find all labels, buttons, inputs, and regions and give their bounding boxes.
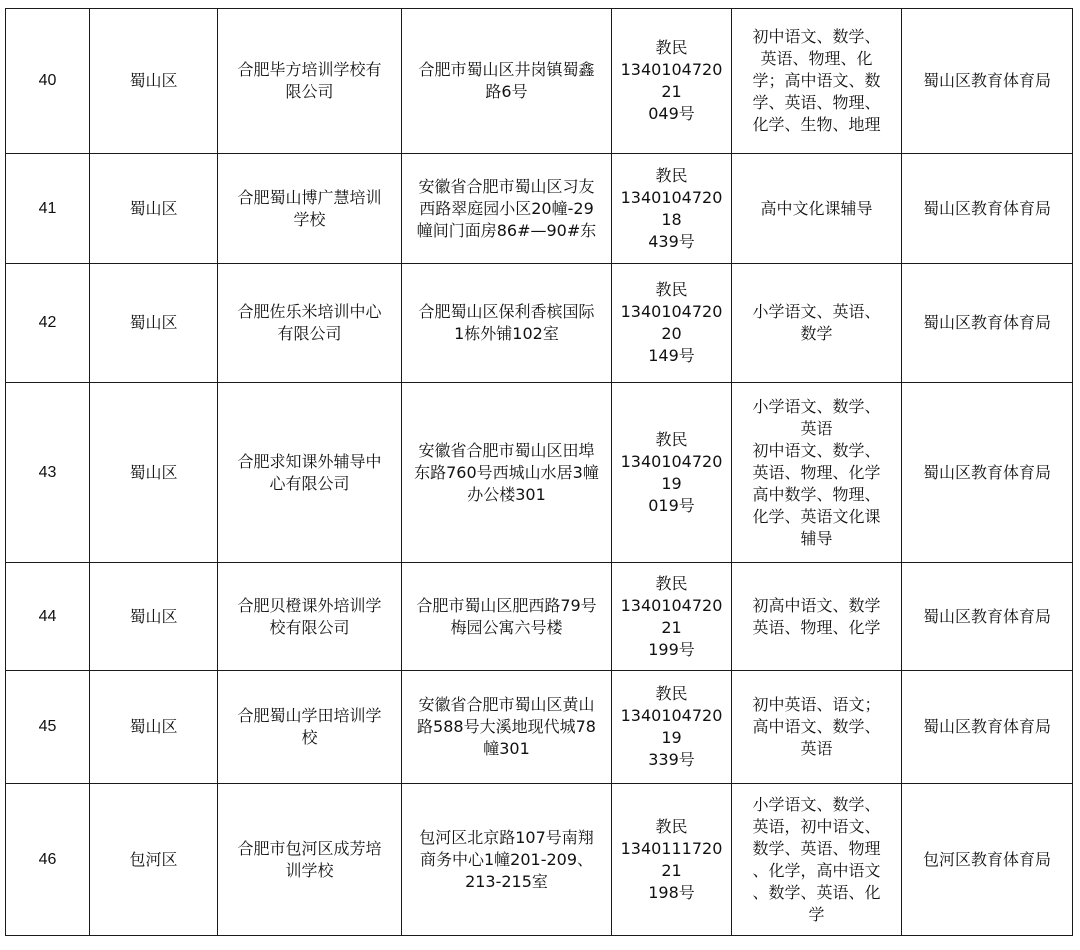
- school-name-cell: 合肥蜀山博广慧培训 学校: [218, 154, 402, 264]
- subjects-cell: 小学语文、英语、 数学: [732, 264, 902, 383]
- license-cell: 教民 134011172021 198号: [612, 784, 732, 936]
- address-cell: 合肥市蜀山区井岗镇蜀鑫 路6号: [402, 9, 612, 154]
- table-row: [6, 563, 1073, 671]
- table-row: [6, 154, 1073, 264]
- address-cell: 安徽省合肥市蜀山区习友 西路翠庭园小区20幢-29 幢间门面房86#—90#东: [402, 154, 612, 264]
- district-cell: 蜀山区: [90, 9, 218, 154]
- row-number: 45: [6, 671, 90, 784]
- table-row: [6, 784, 1073, 936]
- address-cell: 合肥蜀山区保利香槟国际 1栋外铺102室: [402, 264, 612, 383]
- row-number: 43: [6, 383, 90, 563]
- school-name-cell: 合肥求知课外辅导中 心有限公司: [218, 383, 402, 563]
- school-name-cell: 合肥贝橙课外培训学 校有限公司: [218, 563, 402, 671]
- license-cell: 教民 134010472018 439号: [612, 154, 732, 264]
- license-cell: 教民 134010472019 339号: [612, 671, 732, 784]
- district-cell: 蜀山区: [90, 383, 218, 563]
- subjects-cell: 小学语文、数学、 英语 初中语文、数学、 英语、物理、化学 高中数学、物理、 化学、英语文化课 辅导: [732, 383, 902, 563]
- address-cell: 安徽省合肥市蜀山区黄山 路588号大溪地现代城78 幢301: [402, 671, 612, 784]
- school-table: [5, 8, 1073, 936]
- row-number: 40: [6, 9, 90, 154]
- bureau-cell: 蜀山区教育体育局: [902, 264, 1073, 383]
- address-cell: 包河区北京路107号南翔 商务中心1幢201-209、 213-215室: [402, 784, 612, 936]
- row-number: 46: [6, 784, 90, 936]
- table-row: [6, 383, 1073, 563]
- address-cell: 合肥市蜀山区肥西路79号 梅园公寓六号楼: [402, 563, 612, 671]
- bureau-cell: 包河区教育体育局: [902, 784, 1073, 936]
- district-cell: 蜀山区: [90, 671, 218, 784]
- address-cell: 安徽省合肥市蜀山区田埠 东路760号西城山水居3幢 办公楼301: [402, 383, 612, 563]
- school-name-cell: 合肥佐乐米培训中心 有限公司: [218, 264, 402, 383]
- district-cell: 蜀山区: [90, 563, 218, 671]
- school-name-cell: 合肥蜀山学田培训学 校: [218, 671, 402, 784]
- license-cell: 教民 134010472020 149号: [612, 264, 732, 383]
- school-name-cell: 合肥毕方培训学校有 限公司: [218, 9, 402, 154]
- bureau-cell: 蜀山区教育体育局: [902, 671, 1073, 784]
- license-cell: 教民 134010472019 019号: [612, 383, 732, 563]
- row-number: 41: [6, 154, 90, 264]
- district-cell: 蜀山区: [90, 154, 218, 264]
- bureau-cell: 蜀山区教育体育局: [902, 154, 1073, 264]
- table-row: [6, 671, 1073, 784]
- row-number: 44: [6, 563, 90, 671]
- bureau-cell: 蜀山区教育体育局: [902, 9, 1073, 154]
- table-row: [6, 264, 1073, 383]
- subjects-cell: 初中英语、语文； 高中语文、数学、 英语: [732, 671, 902, 784]
- school-name-cell: 合肥市包河区成芳培 训学校: [218, 784, 402, 936]
- district-cell: 包河区: [90, 784, 218, 936]
- table-row: [6, 9, 1073, 154]
- license-cell: 教民 134010472021 049号: [612, 9, 732, 154]
- license-cell: 教民 134010472021 199号: [612, 563, 732, 671]
- row-number: 42: [6, 264, 90, 383]
- bureau-cell: 蜀山区教育体育局: [902, 563, 1073, 671]
- bureau-cell: 蜀山区教育体育局: [902, 383, 1073, 563]
- subjects-cell: 高中文化课辅导: [732, 154, 902, 264]
- subjects-cell: 初高中语文、数学 英语、物理、化学: [732, 563, 902, 671]
- subjects-cell: 小学语文、数学、 英语，初中语文、 数学、英语、物理 、化学，高中语文 、数学、英语、化 学: [732, 784, 902, 936]
- subjects-cell: 初中语文、数学、 英语、物理、化 学；高中语文、数 学、英语、物理、 化学、生物、地理: [732, 9, 902, 154]
- district-cell: 蜀山区: [90, 264, 218, 383]
